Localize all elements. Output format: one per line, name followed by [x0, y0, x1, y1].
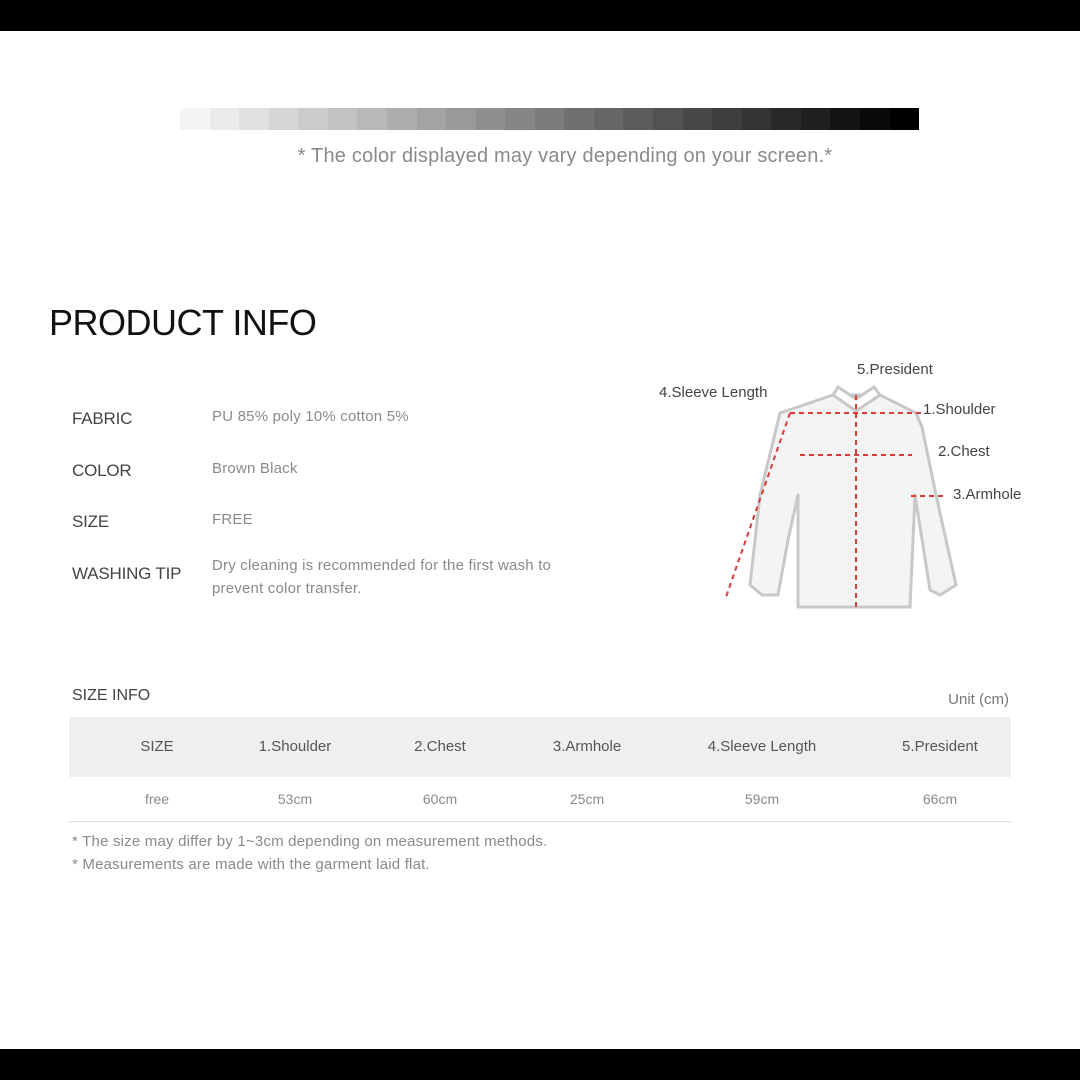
- gradient-swatch: [742, 108, 772, 130]
- gradient-swatch: [683, 108, 713, 130]
- washing-tip-label: WASHING TIP: [72, 564, 182, 583]
- note-laid-flat: * Measurements are made with the garment laid flat.: [72, 856, 430, 873]
- size-info-title: SIZE INFO: [72, 687, 151, 704]
- color-label: COLOR: [72, 461, 132, 480]
- unit-label: Unit (cm): [948, 691, 1009, 708]
- color-gradient-strip: [180, 108, 919, 130]
- gradient-swatch: [505, 108, 535, 130]
- cell-sleeve-length: 59cm: [744, 791, 780, 807]
- size-table-header: [69, 717, 1011, 777]
- gradient-swatch: [860, 108, 890, 130]
- gradient-swatch: [269, 108, 299, 130]
- gradient-swatch: [712, 108, 742, 130]
- fabric-label: FABRIC: [72, 409, 133, 428]
- fabric-value: PU 85% poly 10% cotton 5%: [212, 408, 409, 425]
- header-shoulder: 1.Shoulder: [258, 738, 332, 755]
- cell-chest: 60cm: [422, 791, 458, 807]
- gradient-swatch: [801, 108, 831, 130]
- gradient-swatch: [239, 108, 269, 130]
- gradient-swatch: [535, 108, 565, 130]
- cell-shoulder: 53cm: [277, 791, 313, 807]
- gradient-swatch: [594, 108, 624, 130]
- gradient-swatch: [357, 108, 387, 130]
- gradient-swatch: [564, 108, 594, 130]
- gradient-swatch: [653, 108, 683, 130]
- diagram-label-president: 5.President: [857, 361, 933, 378]
- size-table-row: [69, 777, 1011, 822]
- washing-tip-line-1: Dry cleaning is recommended for the first wash to: [212, 557, 552, 574]
- color-disclaimer: * The color displayed may vary depending on your screen.*: [297, 145, 833, 167]
- header-chest: 2.Chest: [414, 738, 466, 755]
- diagram-label-sleeve: 4.Sleeve Length: [659, 384, 768, 401]
- gradient-swatch: [446, 108, 476, 130]
- size-value: FREE: [212, 511, 253, 528]
- shirt-body-shape: [750, 395, 956, 607]
- header-sleeve-length: 4.Sleeve Length: [707, 738, 817, 755]
- diagram-label-chest: 2.Chest: [938, 443, 990, 460]
- gradient-swatch: [623, 108, 653, 130]
- note-measurement-methods: * The size may differ by 1~3cm depending on measurement methods.: [72, 833, 548, 850]
- size-label: SIZE: [72, 512, 109, 531]
- header-armhole: 3.Armhole: [552, 738, 622, 755]
- header-size: SIZE: [140, 738, 174, 755]
- washing-tip-value: [212, 554, 612, 600]
- top-black-bar: [0, 0, 1080, 31]
- cell-armhole: 25cm: [569, 791, 605, 807]
- page-title: PRODUCT INFO: [49, 302, 317, 343]
- gradient-swatch: [328, 108, 358, 130]
- garment-measurement-diagram: [640, 355, 1060, 625]
- bottom-black-bar: [0, 1049, 1080, 1080]
- diagram-label-armhole: 3.Armhole: [953, 486, 1022, 503]
- cell-size: free: [144, 791, 170, 807]
- gradient-swatch: [180, 108, 210, 130]
- gradient-swatch: [298, 108, 328, 130]
- diagram-label-shoulder: 1.Shoulder: [923, 401, 996, 418]
- gradient-swatch: [771, 108, 801, 130]
- gradient-swatch: [890, 108, 920, 130]
- header-president: 5.President: [902, 738, 978, 755]
- gradient-swatch: [387, 108, 417, 130]
- gradient-swatch: [210, 108, 240, 130]
- gradient-swatch: [417, 108, 447, 130]
- gradient-swatch: [830, 108, 860, 130]
- cell-president: 66cm: [922, 791, 958, 807]
- color-value: Brown Black: [212, 460, 298, 477]
- gradient-swatch: [476, 108, 506, 130]
- washing-tip-line-2: prevent color transfer.: [212, 580, 362, 597]
